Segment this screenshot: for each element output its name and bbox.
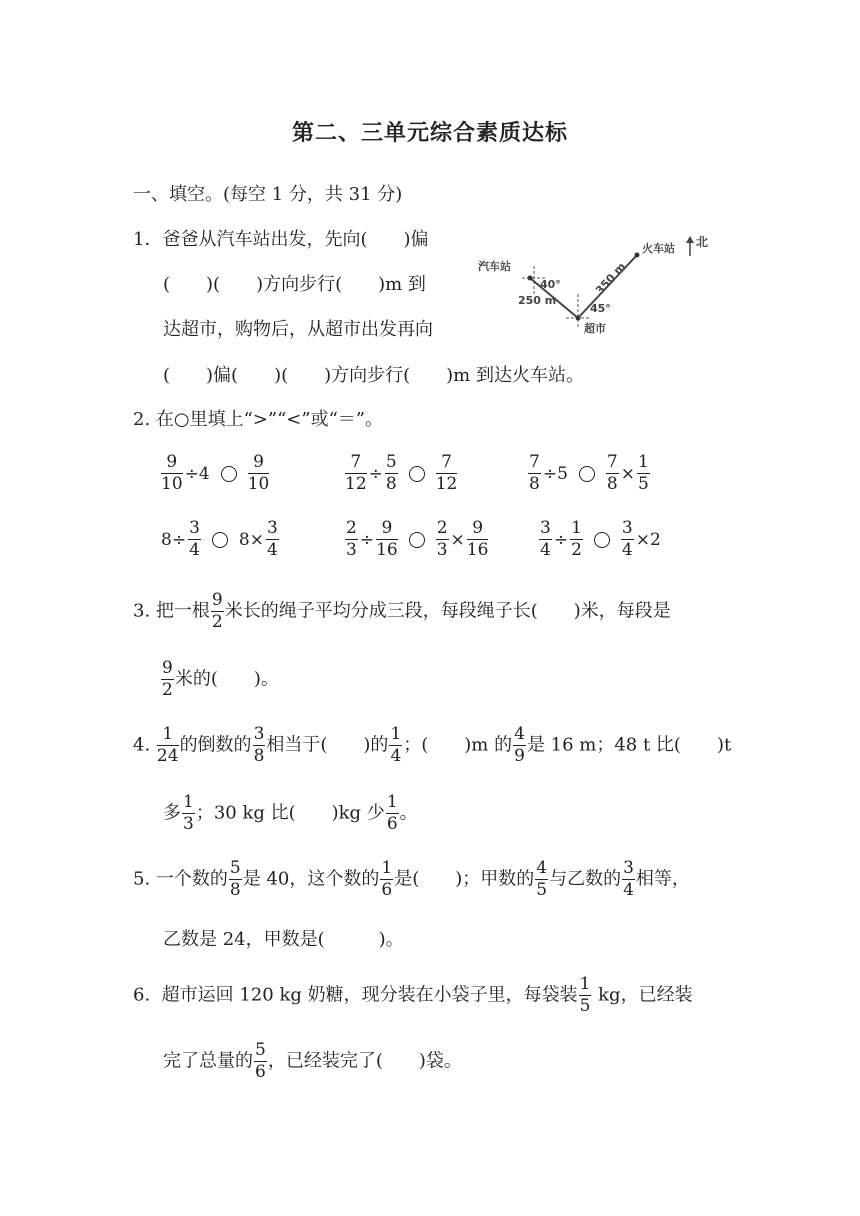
q3-line2: $\frac{9}{2}$ 米的( )。 (162, 658, 279, 700)
fraction: $\frac{2}{3}$ (346, 518, 357, 560)
market-point (576, 316, 581, 321)
fraction: $\frac{4}{9}$ (514, 724, 525, 766)
train-station-point (635, 253, 640, 258)
q2-item-2: $\frac{7}{12}$ ÷ $\frac{5}{8}$ $\frac{7}{12}$ (345, 452, 458, 494)
fraction: $\frac{5}{8}$ (229, 858, 241, 900)
q3-line1: 3. 把一根 $\frac{9}{2}$ 米长的绳子平均分成三段，每段绳子长( )米，每段是 (133, 590, 671, 632)
q2-item-1: $\frac{9}{10}$ ÷4 $\frac{9}{10}$ (161, 452, 270, 494)
q1-line4: ( )偏( )( )方向步行( )m 到达火车站。 (163, 365, 584, 386)
compare-circle[interactable] (594, 532, 610, 548)
q5-line2: 乙数是 24，甲数是( )。 (163, 929, 404, 950)
q4-line2: 多 $\frac{1}{3}$ ；30 kg 比( )kg 少 $\frac{1}{6}$ 。 (163, 792, 418, 834)
fraction: $\frac{9}{10}$ (247, 452, 270, 494)
compare-circle[interactable] (221, 466, 237, 482)
market-label: 超市 (584, 322, 606, 335)
fraction: $\frac{3}{8}$ (253, 724, 265, 766)
dist2-label: 350 m (593, 259, 629, 298)
q1-line1: 1．爸爸从汽车站出发，先向( )偏 (133, 229, 429, 250)
fraction: $\frac{3}{4}$ (540, 518, 551, 560)
fraction: $\frac{9}{16}$ (466, 518, 489, 560)
q2-item-6: $\frac{3}{4}$ ÷ $\frac{1}{2}$ $\frac{3}{4}$ ×2 (540, 518, 661, 560)
q6-line1: 6. 超市运回 120 kg 奶糖，现分装在小袋子里，每袋装 $\frac{1}{5}$ kg，已经装 (133, 974, 693, 1016)
q2-instruction: 2. 在○里填上“>”“<”或“＝”。 (133, 409, 383, 430)
q2-item-4: 8÷ $\frac{3}{4}$ 8× $\frac{3}{4}$ (161, 518, 278, 560)
section-heading: 一、填空。(每空 1 分，共 31 分) (133, 184, 403, 205)
fraction: $\frac{9}{2}$ (211, 590, 223, 632)
fraction: $\frac{1}{5}$ (579, 974, 591, 1016)
compare-circle[interactable] (409, 466, 425, 482)
compare-circle[interactable] (579, 466, 595, 482)
q4-line1: 4. $\frac{1}{24}$ 的倒数的 $\frac{3}{8}$ 相当于( )的 $\frac{1}{4}$ ；( )m 的 $\frac{4}{9}$ 是 16 m；48 t 比( )t (133, 724, 732, 766)
north-arrowhead-icon (686, 236, 694, 243)
fraction: $\frac{5}{8}$ (385, 452, 397, 494)
fraction: $\frac{4}{5}$ (536, 858, 548, 900)
fraction: $\frac{7}{12}$ (435, 452, 458, 494)
page-title: 第二、三单元综合素质达标 (291, 121, 568, 146)
q2-item-3: $\frac{7}{8}$ ÷5 $\frac{7}{8}$ × $\frac{1}{5}$ (529, 452, 649, 494)
fraction: $\frac{1}{3}$ (183, 792, 194, 834)
fraction: $\frac{7}{8}$ (529, 452, 540, 494)
angle1-label: 40° (540, 278, 561, 291)
compare-circle[interactable] (409, 532, 425, 548)
q1-line3: 达超市，购物后，从超市出发再向 (163, 319, 433, 340)
fraction: $\frac{3}{4}$ (623, 858, 634, 900)
q5-line1: 5. 一个数的 $\frac{5}{8}$ 是 40，这个数的 $\frac{1}{6}$ 是( )；甲数的 $\frac{4}{5}$ 与乙数的 $\frac{3}{4}$ 相等， (133, 858, 690, 900)
q1-direction-diagram (474, 228, 714, 338)
fraction: $\frac{3}{4}$ (266, 518, 278, 560)
fraction: $\frac{3}{4}$ (189, 518, 200, 560)
bus-station-label: 汽车站 (478, 260, 511, 273)
fraction: $\frac{7}{8}$ (606, 452, 618, 494)
fraction: $\frac{1}{5}$ (637, 452, 649, 494)
bus-station-point (528, 276, 533, 281)
fraction: $\frac{1}{6}$ (386, 792, 398, 834)
q6-line2: 完了总量的 $\frac{5}{6}$ ，已经装完了( )袋。 (163, 1040, 462, 1082)
train-station-label: 火车站 (642, 242, 675, 255)
fraction: $\frac{7}{12}$ (345, 452, 367, 494)
fraction: $\frac{9}{16}$ (376, 518, 398, 560)
q2-item-5: $\frac{2}{3}$ ÷ $\frac{9}{16}$ $\frac{2}{3}$ × $\frac{9}{16}$ (346, 518, 489, 560)
q1-line2: ( )( )方向步行( )m 到 (163, 274, 426, 295)
fraction: $\frac{3}{4}$ (621, 518, 633, 560)
fraction: $\frac{1}{24}$ (156, 724, 179, 766)
fraction: $\frac{9}{10}$ (161, 452, 183, 494)
dist1-label: 250 m (518, 294, 557, 307)
north-label: 北 (696, 235, 709, 249)
compare-circle[interactable] (212, 532, 228, 548)
fraction: $\frac{2}{3}$ (436, 518, 448, 560)
fraction: $\frac{1}{6}$ (381, 858, 393, 900)
fraction: $\frac{1}{2}$ (571, 518, 582, 560)
fraction: $\frac{1}{4}$ (390, 724, 402, 766)
angle2-label: 45° (590, 302, 611, 315)
fraction: $\frac{9}{2}$ (162, 658, 173, 700)
fraction: $\frac{5}{6}$ (255, 1040, 266, 1082)
